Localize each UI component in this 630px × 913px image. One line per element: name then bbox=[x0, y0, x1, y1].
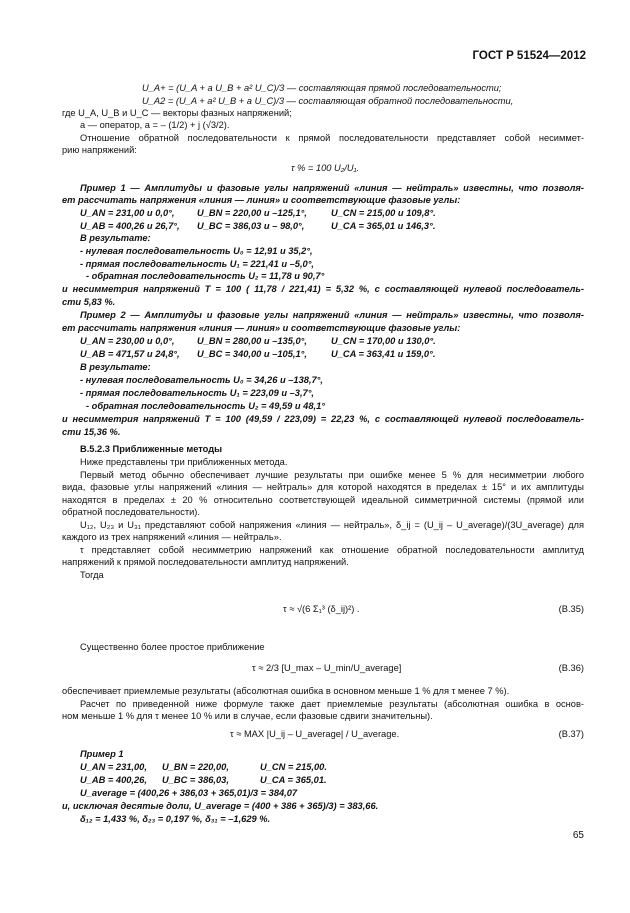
example-line: δ₁₂ = 1,433 %, δ₂₃ = 0,197 %, δ₃₁ = –1,629 %. bbox=[80, 814, 271, 824]
example-value: U_BN = 280,00 и –135,0°, bbox=[197, 336, 307, 346]
example-line: - обратная последовательность U₂ = 11,78 и 90,7° bbox=[86, 271, 325, 281]
text-line: a — оператор, a = – (1/2) + j (√3/2). bbox=[80, 120, 230, 130]
example-value: U_CA = 365,01 и 146,3°. bbox=[331, 221, 436, 231]
example-value: U_AB = 400,26 и 26,7°, bbox=[80, 221, 180, 231]
text-line: Ниже представлены три приближенных метода. bbox=[80, 457, 288, 467]
example-line: сти 15,36 %. bbox=[62, 427, 121, 437]
example-line: - обратная последовательность U₂ = 49,59 и 48,1° bbox=[86, 401, 325, 411]
text-line: находятся в пределах ± 20 % относительно соответствующей идеальной симметричной системы (прямой или bbox=[62, 495, 584, 505]
example-value: U_CA = 365,01. bbox=[260, 775, 327, 785]
text-line: Существенно более простое приближение bbox=[80, 642, 265, 652]
text-line: Отношение обратной последовательности к прямой последовательности представляет собой несиммет- bbox=[80, 133, 584, 143]
example-line: Пример 1 — Амплитуды и фазовые углы напряжений «линия — нейтраль» известны, что позволя- bbox=[80, 183, 584, 193]
example-value: U_AN = 231,00 и 0,0°, bbox=[80, 208, 175, 218]
text-line: напряжений к прямой последовательности амплитуд напряжений. bbox=[62, 557, 349, 567]
text-line: каждого из трех напряжений «линия — нейтраль». bbox=[62, 532, 282, 542]
text-line: вида, фазовые углы напряжений «линия — нейтраль» для которой находятся в пределах ± 15° и их амплитуды bbox=[62, 482, 584, 492]
example-value: U_CN = 215,00. bbox=[260, 762, 327, 772]
section-heading: В.5.2.3 Приближенные методы bbox=[80, 444, 223, 454]
page-number: 65 bbox=[572, 830, 584, 841]
example-value: U_AN = 230,00 и 0,0°, bbox=[80, 336, 175, 346]
text-line: Тогда bbox=[80, 570, 104, 580]
document-header: ГОСТ Р 51524—2012 bbox=[472, 50, 586, 62]
example-value: U_BN = 220,00, bbox=[162, 762, 229, 772]
formula-b36: τ ≈ 2/3 [U_max – U_min/U_average] bbox=[252, 663, 402, 673]
text-line: рию напряжений: bbox=[62, 145, 137, 155]
example-line: и, исключая десятые доли, U_average = (400 + 386 + 365)/3) = 383,66. bbox=[62, 801, 379, 811]
formula-b37: τ ≈ MAX |U_ij – U_average| / U_average. bbox=[230, 729, 400, 739]
example-value: U_BC = 340,00 и –105,1°, bbox=[197, 349, 307, 359]
example-line: В результате: bbox=[80, 233, 151, 243]
text-line: U₁₂, U₂₃ и U₃₁ представляют собой напряжения «линия — нейтраль», δ_ij = (U_ij – U_average)/(3U_average) для bbox=[80, 520, 584, 530]
example-line: ет рассчитать напряжения «линия — линия» и соответствующие фазовые углы: bbox=[62, 195, 461, 205]
example-value: U_AB = 400,26, bbox=[80, 775, 147, 785]
formula-b35: τ ≈ √(6 Σ₁³ (δ_ij)²) . bbox=[283, 604, 360, 614]
example-value: U_CN = 170,00 и 130,0°. bbox=[331, 336, 436, 346]
example-line: - нулевая последовательность U₀ = 34,26 и –138,7°, bbox=[80, 375, 323, 385]
example-line: и несимметрия напряжений T = 100 (49,59 / 223,09) = 22,23 %, с составляющей нулевой последователь- bbox=[62, 414, 584, 424]
equation-number: (B.37) bbox=[558, 729, 584, 739]
example-line: В результате: bbox=[80, 362, 151, 372]
example-value: U_BN = 220,00 и –125,1°, bbox=[197, 208, 307, 218]
example-line: ет рассчитать напряжения «линия — линия» и соответствующие фазовые углы: bbox=[62, 323, 461, 333]
example-line: Пример 2 — Амплитуды и фазовые углы напряжений «линия — нейтраль» известны, что позволя- bbox=[80, 310, 584, 320]
text-line: обратной последовательности). bbox=[62, 507, 200, 517]
example-line: и несимметрия напряжений T = 100 ( 11,78 / 221,41) = 5,32 %, с составляющей нулевой последователь- bbox=[62, 284, 584, 294]
example-value: U_BC = 386,03 и – 98,0°, bbox=[197, 221, 305, 231]
example-line: сти 5,83 %. bbox=[62, 297, 116, 307]
text-line: ном меньше 1 % для τ менее 10 % или в случае, если фазовые сдвиги значительны). bbox=[62, 711, 433, 721]
example-value: U_BC = 386,03, bbox=[162, 775, 229, 785]
example-value: U_CA = 363,41 и 159,0°. bbox=[331, 349, 436, 359]
example-value: U_CN = 215,00 и 109,8°. bbox=[331, 208, 436, 218]
example-line: Пример 1 bbox=[80, 749, 124, 759]
example-line: U_average = (400,26 + 386,03 + 365,01)/3 = 384,07 bbox=[80, 788, 298, 798]
equation-number: (B.36) bbox=[558, 663, 584, 673]
example-line: - прямая последовательность U₁ = 221,41 и –5,0°, bbox=[80, 259, 315, 269]
example-value: U_AN = 231,00, bbox=[80, 762, 147, 772]
example-line: - прямая последовательность U₁ = 223,09 и –3,7°, bbox=[80, 388, 315, 398]
text-line: Первый метод обычно обеспечивает лучшие результаты при ошибке менее 5 % для несимметрии любого bbox=[80, 470, 584, 480]
formula-line: U_A2 = (U_A + a² U_B + a U_C)/3 — составляющая обратной последовательности, bbox=[142, 96, 514, 106]
text-line: Расчет по приведенной ниже формуле также дает приемлемые результаты (абсолютная ошибка в основ- bbox=[80, 699, 584, 709]
text-line: где U_A, U_B и U_C — векторы фазных напряжений; bbox=[62, 108, 292, 118]
example-line: - нулевая последовательность U₀ = 12,91 и 35,2°, bbox=[80, 246, 313, 256]
equation-number: (B.35) bbox=[558, 604, 584, 614]
example-value: U_AB = 471,57 и 24,8°, bbox=[80, 349, 180, 359]
text-line: τ представляет собой несимметрию напряжений как отношение обратной последовательности амплитуд bbox=[80, 545, 584, 555]
formula-line: U_A+ = (U_A + a U_B + a² U_C)/3 — составляющая прямой последовательности; bbox=[142, 83, 502, 93]
formula-line: τ % = 100 U₂/U₁. bbox=[291, 163, 360, 173]
text-line: обеспечивает приемлемые результаты (абсолютная ошибка в основном меньше 1 % для τ менее 7 %). bbox=[62, 686, 510, 696]
